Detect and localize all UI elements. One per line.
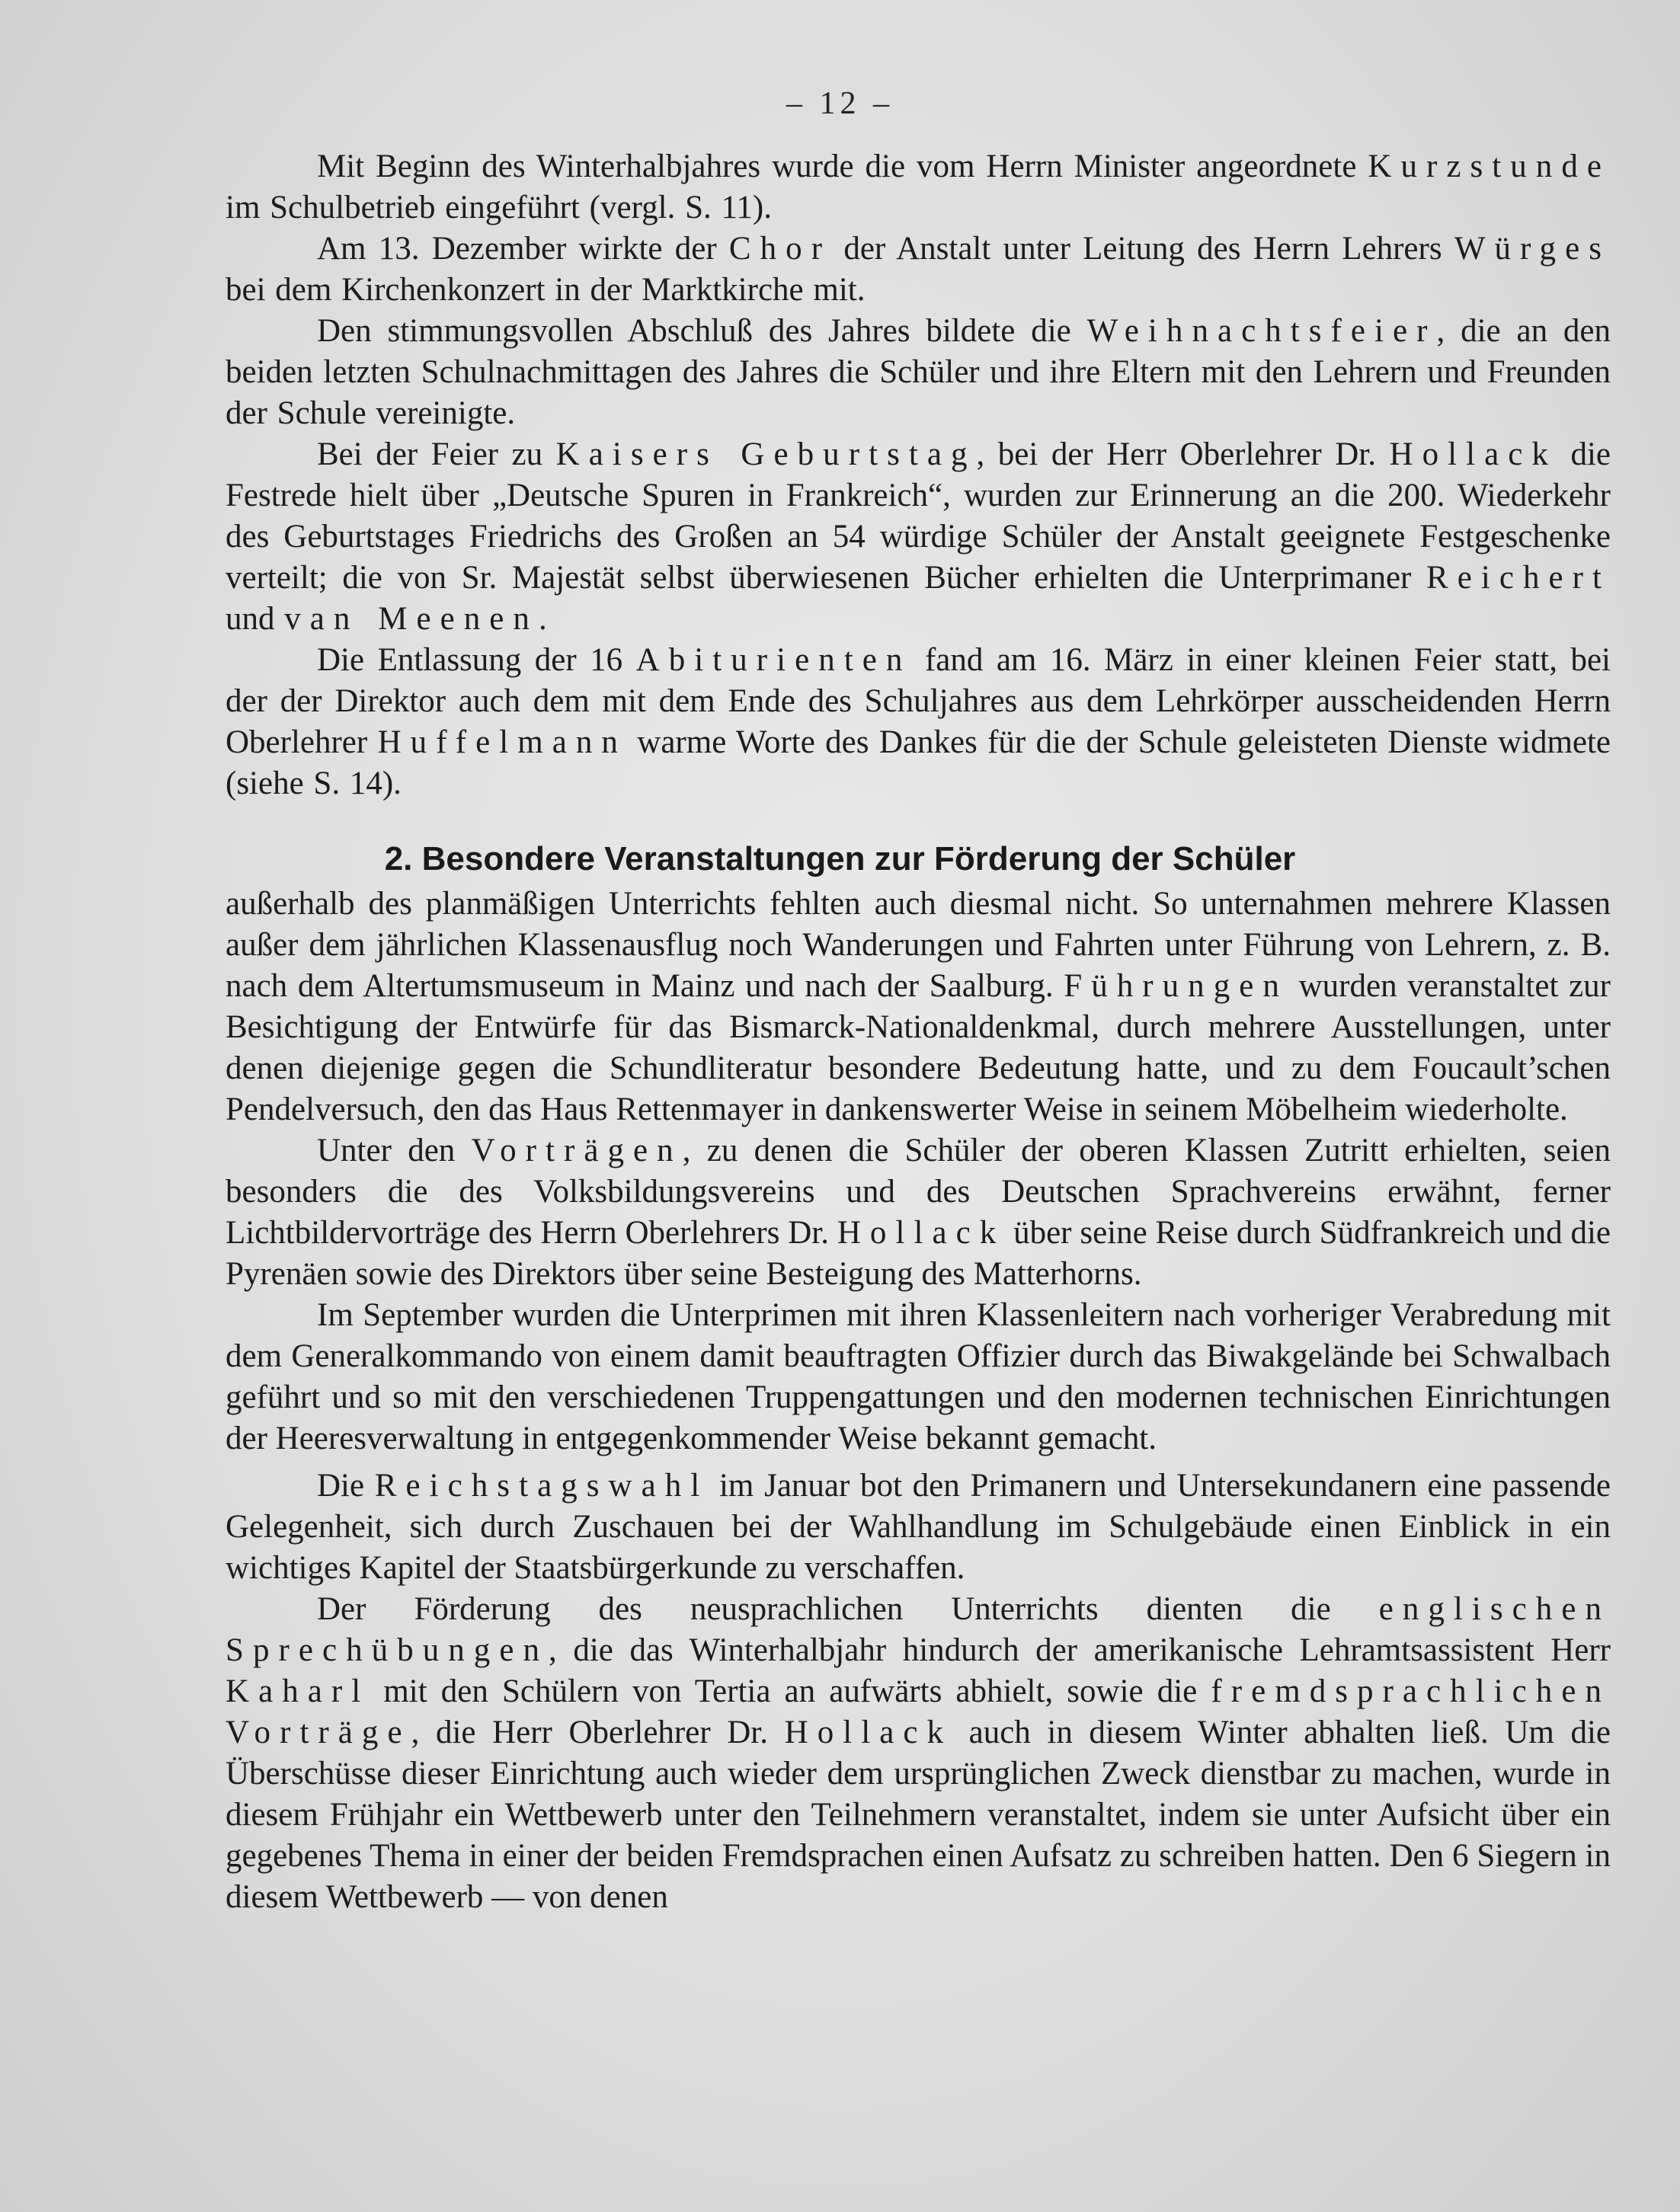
text-run: über seine Reise durch Südfrankreich und die Pyrenäen sowie des Direktors über seine Besteigung des Matterhorns. [226, 1215, 1611, 1292]
text-run: Unter den [317, 1133, 472, 1168]
section-1-text [226, 146, 1611, 804]
emphasized-text: Huffelmann [377, 724, 627, 760]
emphasized-text: Reichstagswahl [374, 1468, 709, 1504]
text-run: Bei der Feier zu [317, 436, 556, 472]
text-run: , die Herr Oberlehrer Dr. [411, 1715, 785, 1750]
emphasized-text: Vorträgen [471, 1133, 683, 1168]
paragraph [226, 1466, 1611, 1589]
text-run: bei dem Kirchenkonzert in der Marktkirche mit. [226, 272, 866, 308]
emphasized-text: Hollack [1389, 436, 1557, 472]
paragraph [226, 884, 1611, 1130]
page-number: – 12 – [786, 86, 894, 121]
text-run: Die [317, 1468, 375, 1504]
text-run: auch in diesem Winter abhalten ließ. Um die Überschüsse dieser Einrichtung auch wieder dem ursprünglichen Zweck dienstbar zu machen, wurde in diesem Frühjahr ein Wettbewerb unter den Teilnehmern veranstaltet, indem sie unter Aufsicht über ein gegebenes Thema in einer der beiden Fremdsprachen einen Aufsatz zu schreiben hatten. Den 6 Siegern in diesem Wettbewerb — von denen [226, 1715, 1611, 1915]
emphasized-text: Chor [728, 231, 832, 267]
emphasized-text: Abiturienten [635, 642, 912, 678]
text-run: im Schulbetrieb eingeführt (vergl. S. 11). [226, 190, 772, 225]
paragraph [226, 146, 1611, 229]
paragraph [226, 434, 1611, 640]
text-run: der Anstalt unter Leitung des Herrn Lehrers [831, 231, 1454, 267]
emphasized-text: Hollack [837, 1215, 1006, 1251]
emphasized-text: Hollack [784, 1715, 953, 1750]
text-run: Die Entlassung der 16 [317, 642, 636, 678]
text-run: im Januar bot den Primanern und Untersekundanern eine passende Gelegenheit, sich durch Zuschauen bei der Wahlhandlung im Schulgebäude einen Einblick in ein wichtiges Kapitel der Staatsbürgerkunde zu verschaffen. [226, 1468, 1611, 1586]
text-run: die Festrede hielt über „Deutsche Spuren in Frankreich“, wurden zur Erinnerung an die 200. Wiederkehr des Geburtstages Friedrichs des Großen an 54 würdige Schüler der Anstalt geeignete Festgeschenke verteilt; die von Sr. Majestät selbst überwiesenen Bücher erhielten die Unterprimaner [226, 436, 1611, 596]
emphasized-text: van Meenen [284, 601, 539, 637]
text-run: . [538, 601, 547, 637]
text-run: mit den Schülern von Tertia an aufwärts abhielt, sowie die [370, 1673, 1211, 1709]
text-run: , die an den beiden letzten Schulnachmittagen des Jahres die Schüler und ihre Eltern mit den Lehrern und Freunden der Schule vereinigte. [226, 313, 1611, 431]
paragraph [226, 1295, 1611, 1459]
emphasized-text: englischen Sprechübungen [226, 1591, 1611, 1668]
emphasized-text: Reichert [1426, 560, 1611, 596]
text-run: , zu denen die Schüler der oberen Klassen Zutritt erhielten, seien besonders die des Volksbildungsvereins und des Deutschen Sprachvereins erwähnt, ferner Lichtbildervorträge des Herrn Oberlehrers Dr. [226, 1133, 1611, 1251]
text-run: Den stimmungsvollen Abschluß des Jahres bildete die [317, 313, 1087, 349]
emphasized-text: Führungen [1064, 968, 1288, 1004]
text-run: außerhalb des planmäßigen Unterrichts fehlten auch diesmal nicht. So unternahmen mehrere Klassen außer dem jährlichen Klassenausflug noch Wanderungen und Fahrten unter Führung von Lehrern, z. B. nach dem Altertumsmuseum in Mainz und nach der Saalburg. [226, 886, 1611, 1004]
paragraph [226, 1589, 1611, 1918]
section-heading: 2. Besondere Veranstaltungen zur Förderung der Schüler [384, 840, 1296, 877]
text-run: Mit Beginn des Winterhalbjahres wurde die vom Herrn Minister angeordnete [317, 149, 1368, 184]
paragraph [226, 640, 1611, 804]
section-2-text [226, 884, 1611, 1918]
emphasized-text: Kaisers Geburtstag [555, 436, 977, 472]
text-run: , die das Winterhalbjahr hindurch der amerikanische Lehramtsassistent Herr [549, 1632, 1611, 1668]
text-run: warme Worte des Dankes für die der Schule geleisteten Dienste widmete (siehe S. 14). [226, 724, 1611, 801]
paragraph [226, 229, 1611, 311]
emphasized-text: fremdsprachlichen Vorträge [226, 1673, 1611, 1750]
text-run: fand am 16. März in einer kleinen Feier statt, bei der der Direktor auch dem mit dem Ende des Schuljahres aus dem Lehrkörper ausscheidenden Herrn Oberlehrer [226, 642, 1611, 760]
paragraph [226, 1130, 1611, 1295]
text-run: Am 13. Dezember wirkte der [317, 231, 729, 267]
emphasized-text: Würges [1454, 231, 1611, 267]
emphasized-text: Weihnachtsfeier [1086, 313, 1437, 349]
paragraph [226, 311, 1611, 434]
emphasized-text: Kaharl [226, 1673, 370, 1709]
text-run: , bei der Herr Oberlehrer Dr. [976, 436, 1390, 472]
text-run: wurden veranstaltet zur Besichtigung der Entwürfe für das Bismarck-Nationaldenkmal, durch mehrere Ausstellungen, unter denen diejenige gegen die Schundliteratur besondere Bedeutung hatte, und zu dem Foucault’schen Pendelversuch, den das Haus Rettenmayer in dankenswerter Weise in seinem Möbelheim wiederholte. [226, 968, 1611, 1127]
text-run: Der Förderung des neusprachlichen Unterrichts dienten die [317, 1591, 1379, 1627]
text-run: Im September wurden die Unterprimen mit ihren Klassenleitern nach vorheriger Verabredung mit dem Generalkommando von einem damit beauftragten Offizier durch das Biwakgelände bei Schwalbach geführt und so mit den verschiedenen Truppengattungen und den modernen technischen Einrichtungen der Heeresverwaltung in entgegenkommender Weise bekannt gemacht. [226, 1297, 1611, 1456]
text-run: und [226, 601, 285, 637]
emphasized-text: Kurzstunde [1368, 149, 1611, 184]
